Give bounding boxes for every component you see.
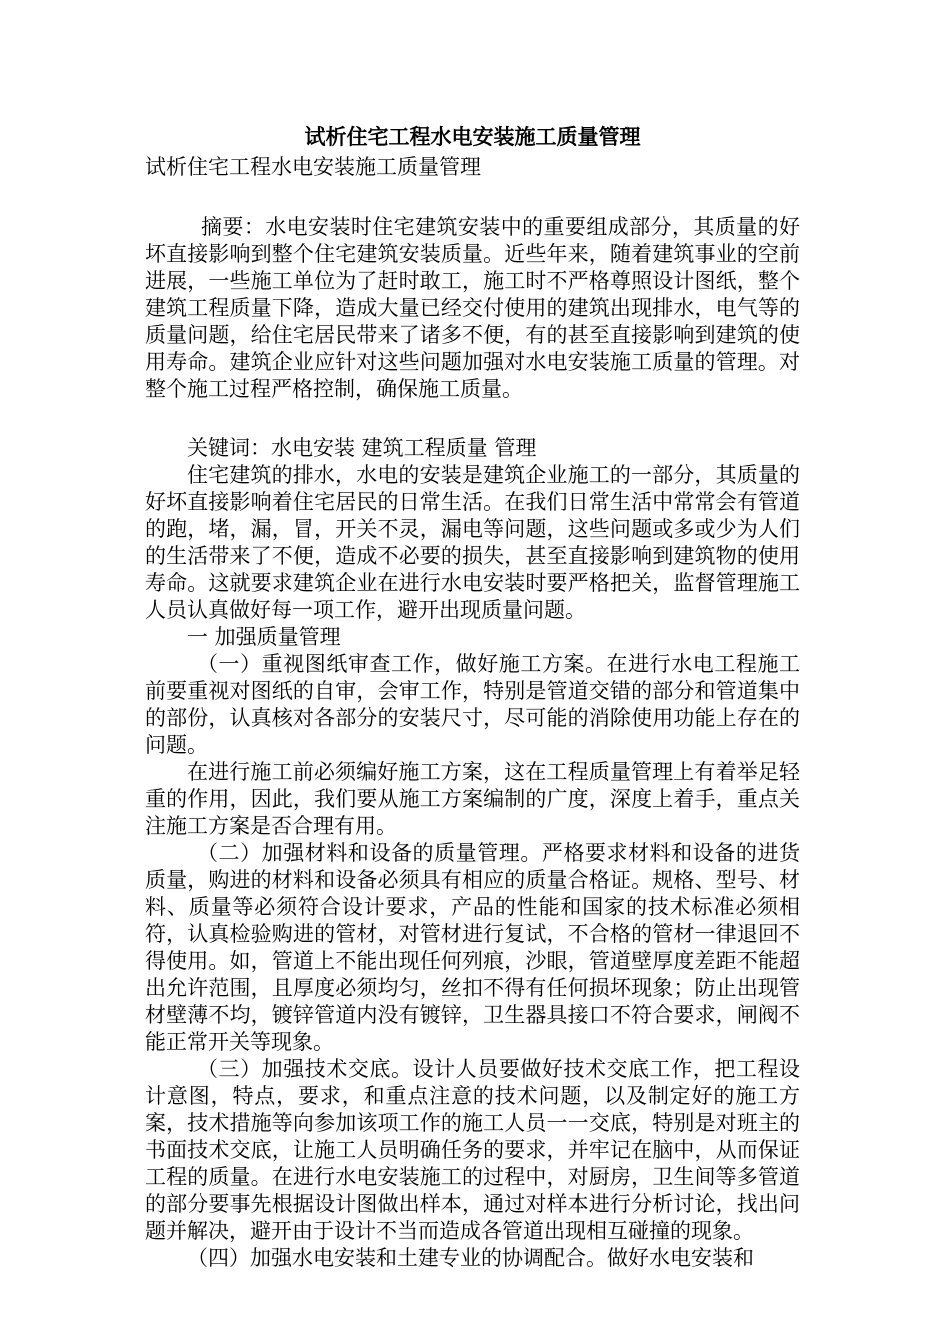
spacer	[145, 403, 800, 435]
keywords-line: 关键词：水电安装 建筑工程质量 管理	[187, 436, 537, 460]
item-1-continuation: 在进行施工前必须编好施工方案，这在工程质量管理上有着举足轻重的作用，因此，我们要从施工方案编制的广度，深度上着手，重点关注施工方案是否合理有用。	[145, 760, 800, 838]
intro-paragraph: 住宅建筑的排水，水电的安装是建筑企业施工的一部分，其质量的好坏直接影响着住宅居民的日常生活。在我们日常生活中常常会有管道的跑，堵，漏，冒，开关不灵，漏电等问题，这些问题或多或少为人们的生活带来了不便，造成不必要的损失，甚至直接影响到建筑物的使用寿命。这就要求建筑企业在进行水电安装时要严格把关，监督管理施工人员认真做好每一项工作，避开出现质量问题。	[145, 463, 800, 622]
item-1-paragraph: （一）重视图纸审查工作，做好施工方案。在进行水电工程施工前要重视对图纸的自审，会审工作，特别是管道交错的部分和管道集中的部份，认真核对各部分的安装尺寸，尽可能的消除使用功能上存在的问题。	[145, 652, 800, 757]
item-2-paragraph: （二）加强材料和设备的质量管理。严格要求材料和设备的进货质量，购进的材料和设备必须具有相应的质量合格证。规格、型号、材料、质量等必须符合设计要求，产品的性能和国家的技术标准必须相符，认真检验购进的管材，对管材进行复试，不合格的管材一律退回不得使用。如，管道上不能出现任何列痕，沙眼，管道壁厚度差距不能超出允许范围，且厚度必须均匀，丝扣不得有任何损坏现象；防止出现管材壁薄不均，镀锌管道内没有镀锌，卫生器具接口不符合要求，闸阀不能正常开关等现象。	[145, 841, 800, 1054]
item-4-paragraph: （四）加强水电安装和土建专业的协调配合。做好水电安装和	[187, 1246, 754, 1270]
document-title: 试析住宅工程水电安装施工质量管理	[304, 124, 641, 149]
section-heading: 一 加强质量管理	[187, 625, 341, 649]
abstract-paragraph: 摘要：水电安装时住宅建筑安装中的重要组成部分，其质量的好坏直接影响到整个住宅建筑安装质量。近些年来，随着建筑事业的空前进展，一些施工单位为了赶时敢工，施工时不严格尊照设计图纸，整个建筑工程质量下降，造成大量已经交付使用的建筑出现排水，电气等的质量问题，给住宅居民带来了诸多不便，有的甚至直接影响到建筑的使用寿命。建筑企业应针对这些问题加强对水电安装施工质量的管理。对整个施工过程严格控制，确保施工质量。	[145, 215, 800, 401]
document-subtitle: 试析住宅工程水电安装施工质量管理	[145, 155, 481, 179]
item-3-paragraph: （三）加强技术交底。设计人员要做好技术交底工作，把工程设计意图，特点，要求，和重点注意的技术问题，以及制定好的施工方案，技术措施等向参加该项工作的施工人员一一交底，特别是对班主的书面技术交底，让施工人员明确任务的要求，并牢记在脑中，从而保证工程的质量。在进行水电安装施工的过程中，对厨房，卫生间等多管道的部分要事先根据设计图做出样本，通过对样本进行分析讨论，找出问题并解决，避开由于设计不当而造成各管道出现相互碰撞的现象。	[145, 1057, 800, 1243]
spacer	[145, 182, 800, 214]
